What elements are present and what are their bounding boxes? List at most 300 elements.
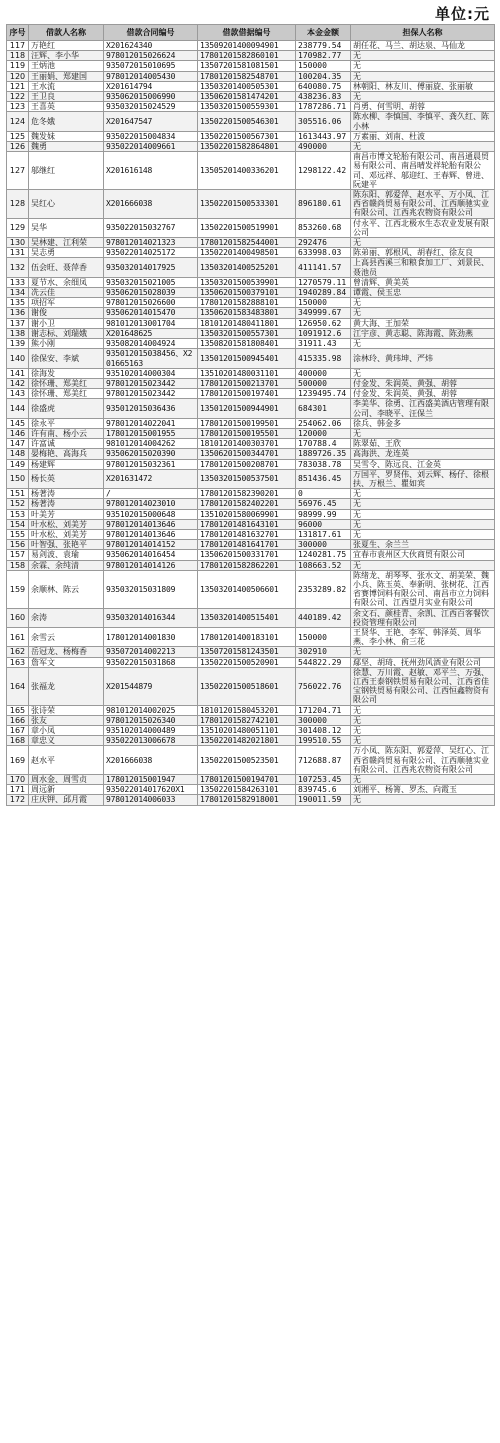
cell-borrower: 杨长英 (29, 469, 104, 488)
cell-principal: 438236.83 (296, 92, 351, 102)
cell-guarantor: 无 (351, 51, 495, 61)
cell-receipt-no: 13502201500523501 (198, 746, 296, 775)
cell-row-no: 145 (7, 418, 29, 428)
cell-principal: 301408.12 (296, 726, 351, 736)
cell-contract-no: X201666038 (104, 190, 198, 219)
cell-principal: 500000 (296, 378, 351, 388)
cell-principal: 100204.35 (296, 71, 351, 81)
cell-guarantor: 胡任花、马兰、胡达泉、马仙龙 (351, 41, 495, 51)
cell-principal: 170788.4 (296, 439, 351, 449)
cell-receipt-no: 13503201500539901 (198, 277, 296, 287)
cell-row-no: 163 (7, 657, 29, 667)
cell-row-no: 167 (7, 726, 29, 736)
cell-borrower: 叶水松、刘美芳 (29, 519, 104, 529)
table-row (7, 775, 495, 785)
cell-row-no: 157 (7, 550, 29, 560)
cell-guarantor: 无 (351, 529, 495, 539)
cell-contract-no: 935032015024529 (104, 102, 198, 112)
cell-receipt-no: 17801201582918001 (198, 795, 296, 805)
table-row (7, 308, 495, 318)
table-row (7, 705, 495, 715)
cell-receipt-no: 17801201582888101 (198, 298, 296, 308)
cell-contract-no: X201666038 (104, 746, 198, 775)
cell-receipt-no: 13502201500518601 (198, 667, 296, 705)
table-row (7, 428, 495, 438)
cell-row-no: 140 (7, 349, 29, 368)
cell-row-no: 153 (7, 509, 29, 519)
cell-borrower: 张诗荣 (29, 705, 104, 715)
cell-guarantor: 无 (351, 775, 495, 785)
cell-contract-no: 981012014004262 (104, 439, 198, 449)
cell-contract-no: 978012015032361 (104, 459, 198, 469)
cell-principal: 1240281.75 (296, 550, 351, 560)
cell-row-no: 169 (7, 746, 29, 775)
cell-receipt-no: 13510201480051101 (198, 726, 296, 736)
cell-borrower: 谢俊 (29, 308, 104, 318)
cell-principal: 1787286.71 (296, 102, 351, 112)
cell-contract-no: 935022014017620X1 (104, 785, 198, 795)
cell-guarantor: 付金发、朱润英、黄强、胡蓉 (351, 389, 495, 399)
cell-principal: 305516.06 (296, 112, 351, 131)
cell-principal: 292476 (296, 238, 351, 248)
cell-row-no: 151 (7, 489, 29, 499)
cell-row-no: 118 (7, 51, 29, 61)
table-row (7, 112, 495, 131)
cell-principal: 0 (296, 489, 351, 499)
cell-row-no: 138 (7, 328, 29, 338)
cell-borrower: 周远新 (29, 785, 104, 795)
cell-guarantor: 付永平、江西北极水生态农业发展有限公司 (351, 218, 495, 237)
cell-row-no: 156 (7, 540, 29, 550)
cell-row-no: 172 (7, 795, 29, 805)
cell-row-no: 159 (7, 570, 29, 608)
cell-principal: 302910 (296, 647, 351, 657)
cell-receipt-no: 18101201480411801 (198, 318, 296, 328)
table-row (7, 248, 495, 258)
cell-guarantor: 王贤华、王艳、李军、韩泽英、周华燕、李小林、俞三花 (351, 627, 495, 646)
cell-receipt-no: 17801201582402201 (198, 499, 296, 509)
table-row (7, 439, 495, 449)
table-row (7, 540, 495, 550)
cell-principal: 1298122.42 (296, 152, 351, 190)
cell-guarantor: 无 (351, 339, 495, 349)
table-row (7, 627, 495, 646)
cell-receipt-no: 17801201500195501 (198, 428, 296, 438)
table-row (7, 61, 495, 71)
cell-principal: 756022.76 (296, 667, 351, 705)
cell-receipt-no: 13506201500331701 (198, 550, 296, 560)
cell-borrower: 吴华 (29, 218, 104, 237)
cell-receipt-no: 13507201581243501 (198, 647, 296, 657)
cell-guarantor: 无 (351, 308, 495, 318)
table-row (7, 51, 495, 61)
cell-principal: 150000 (296, 61, 351, 71)
cell-contract-no: 935022014025172 (104, 248, 198, 258)
cell-principal: 254062.06 (296, 418, 351, 428)
cell-principal: 56976.45 (296, 499, 351, 509)
cell-row-no: 155 (7, 529, 29, 539)
cell-principal: 544822.29 (296, 657, 351, 667)
cell-row-no: 171 (7, 785, 29, 795)
cell-guarantor: 万小凤、陈东阳、郭爱萍、吴红心、江西省赣尚贸易有限公司、江西顺驰实业有限公司、江西兆农物资有限公司 (351, 746, 495, 775)
table-row (7, 667, 495, 705)
cell-borrower: 岳冠龙、杨梅香 (29, 647, 104, 657)
cell-principal: 171204.71 (296, 705, 351, 715)
cell-borrower: 吴红心 (29, 190, 104, 219)
table-row (7, 746, 495, 775)
cell-borrower: 王卫良 (29, 92, 104, 102)
cell-receipt-no: 17801201582390201 (198, 489, 296, 499)
cell-contract-no: 935102014000304 (104, 368, 198, 378)
cell-row-no: 129 (7, 218, 29, 237)
cell-contract-no: 178012015001947 (104, 775, 198, 785)
cell-receipt-no: 13505201400336201 (198, 152, 296, 190)
cell-row-no: 127 (7, 152, 29, 190)
table-row (7, 368, 495, 378)
cell-contract-no: 935022015004834 (104, 131, 198, 141)
table-row (7, 418, 495, 428)
cell-receipt-no: 13506201581474201 (198, 92, 296, 102)
cell-borrower: 许富诚 (29, 439, 104, 449)
cell-contract-no: 935022015031868 (104, 657, 198, 667)
cell-borrower: 王喜英 (29, 102, 104, 112)
cell-receipt-no: 17801201500197401 (198, 389, 296, 399)
cell-guarantor: 无 (351, 92, 495, 102)
header-borrower: 借款人名称 (29, 25, 104, 41)
cell-contract-no: 978012015023442 (104, 389, 198, 399)
cell-principal: 300000 (296, 540, 351, 550)
cell-contract-no: 981012014002025 (104, 705, 198, 715)
cell-guarantor: 吴雪令、陈远良、江金英 (351, 459, 495, 469)
table-row (7, 459, 495, 469)
cell-principal: 400000 (296, 368, 351, 378)
cell-borrower: 叶智强、张艳平 (29, 540, 104, 550)
cell-borrower: 夏节水、余细凤 (29, 277, 104, 287)
cell-guarantor: 无 (351, 705, 495, 715)
cell-receipt-no: 13502201500546301 (198, 112, 296, 131)
cell-contract-no: 978012015023442 (104, 378, 198, 388)
cell-borrower: 章忠义 (29, 736, 104, 746)
table-row (7, 152, 495, 190)
cell-guarantor: 张夏生、余兰兰 (351, 540, 495, 550)
cell-guarantor: 黄大海、王加荣 (351, 318, 495, 328)
cell-guarantor: 林朝阳、林友川、傅丽旋、张丽敏 (351, 81, 495, 91)
cell-borrower: 谢小卫 (29, 318, 104, 328)
table-row (7, 469, 495, 488)
table-row (7, 489, 495, 499)
table-row (7, 550, 495, 560)
header-no: 序号 (7, 25, 29, 41)
cell-row-no: 126 (7, 142, 29, 152)
cell-borrower: 章小凤 (29, 726, 104, 736)
cell-receipt-no: 17801201582862201 (198, 560, 296, 570)
cell-principal: 238779.54 (296, 41, 351, 51)
cell-principal: 411141.57 (296, 258, 351, 277)
cell-contract-no: 978012014022041 (104, 418, 198, 428)
header-receipt-no: 借款借据编号 (198, 25, 296, 41)
cell-borrower: 徐盛虎 (29, 399, 104, 418)
cell-contract-no: 178012015001955 (104, 428, 198, 438)
cell-row-no: 147 (7, 439, 29, 449)
cell-row-no: 160 (7, 608, 29, 627)
table-row (7, 349, 495, 368)
table-row (7, 328, 495, 338)
table-row (7, 71, 495, 81)
cell-receipt-no: 17801201481643101 (198, 519, 296, 529)
cell-receipt-no: 13502201482021801 (198, 736, 296, 746)
cell-guarantor: 上高县西溪三和粮食加工厂、刘景民、聂池员 (351, 258, 495, 277)
cell-receipt-no: 17801201481632701 (198, 529, 296, 539)
table-row (7, 399, 495, 418)
cell-principal: 300000 (296, 715, 351, 725)
cell-guarantor: 无 (351, 509, 495, 519)
cell-contract-no: 935102015000648 (104, 509, 198, 519)
cell-principal: 1889726.35 (296, 449, 351, 459)
cell-guarantor: 无 (351, 726, 495, 736)
cell-row-no: 165 (7, 705, 29, 715)
cell-borrower: 张友 (29, 715, 104, 725)
cell-contract-no: X201614794 (104, 81, 198, 91)
cell-guarantor: 陈翠茹、王欣 (351, 439, 495, 449)
cell-principal: 633998.03 (296, 248, 351, 258)
cell-guarantor: 万素丽、刘南、杜波 (351, 131, 495, 141)
cell-receipt-no: 13508201581808401 (198, 339, 296, 349)
cell-contract-no: 935012015038456、X201665163 (104, 349, 198, 368)
cell-principal: 150000 (296, 627, 351, 646)
cell-receipt-no: 13503201400525201 (198, 258, 296, 277)
cell-row-no: 161 (7, 627, 29, 646)
cell-receipt-no: 13503201500559301 (198, 102, 296, 112)
cell-borrower: 余雪云 (29, 627, 104, 646)
cell-guarantor: 江宇彦、黄志聪、陈海霞、陈劲燕 (351, 328, 495, 338)
cell-contract-no: 978012014006033 (104, 795, 198, 805)
cell-contract-no: X201631472 (104, 469, 198, 488)
cell-receipt-no: 13503201400515401 (198, 608, 296, 627)
cell-principal: 98999.99 (296, 509, 351, 519)
cell-receipt-no: 13502201584263101 (198, 785, 296, 795)
cell-contract-no: 935062014015470 (104, 308, 198, 318)
cell-principal: 190011.59 (296, 795, 351, 805)
cell-guarantor: 无 (351, 489, 495, 499)
table-row (7, 560, 495, 570)
table-row (7, 449, 495, 459)
table-row (7, 657, 495, 667)
cell-guarantor: 谭霞、侯玉忠 (351, 288, 495, 298)
cell-receipt-no: 17801201582860101 (198, 51, 296, 61)
cell-principal: 108663.52 (296, 560, 351, 570)
cell-row-no: 170 (7, 775, 29, 785)
cell-borrower: 詹军文 (29, 657, 104, 667)
cell-receipt-no: 17801201582544001 (198, 238, 296, 248)
cell-borrower: 伍会旺、聂萍香 (29, 258, 104, 277)
cell-receipt-no: 13502201500533301 (198, 190, 296, 219)
cell-borrower: 汪辉、李小华 (29, 51, 104, 61)
cell-principal: 150000 (296, 298, 351, 308)
cell-row-no: 142 (7, 378, 29, 388)
cell-principal: 120000 (296, 428, 351, 438)
cell-row-no: 130 (7, 238, 29, 248)
cell-row-no: 128 (7, 190, 29, 219)
cell-borrower: 余霖、余纯清 (29, 560, 104, 570)
cell-row-no: 144 (7, 399, 29, 418)
header-principal: 本金金额 (296, 25, 351, 41)
cell-borrower: 邬继红 (29, 152, 104, 190)
cell-receipt-no: 17801201400183101 (198, 627, 296, 646)
header-contract-no: 借款合同编号 (104, 25, 198, 41)
cell-guarantor: 无 (351, 368, 495, 378)
cell-contract-no: 978012015026624 (104, 51, 198, 61)
cell-receipt-no: 17801201582548701 (198, 71, 296, 81)
cell-principal: 684301 (296, 399, 351, 418)
cell-guarantor: 无 (351, 499, 495, 509)
cell-principal: 896180.61 (296, 190, 351, 219)
table-row (7, 218, 495, 237)
table-row (7, 298, 495, 308)
cell-borrower: 杨著涛 (29, 499, 104, 509)
cell-contract-no: 935032014016344 (104, 608, 198, 627)
cell-row-no: 139 (7, 339, 29, 349)
table-row (7, 726, 495, 736)
table-row (7, 389, 495, 399)
cell-row-no: 123 (7, 102, 29, 112)
cell-contract-no: 978012014005430 (104, 71, 198, 81)
cell-guarantor: 无 (351, 647, 495, 657)
cell-row-no: 146 (7, 428, 29, 438)
cell-row-no: 134 (7, 288, 29, 298)
cell-row-no: 168 (7, 736, 29, 746)
cell-borrower: 余涛 (29, 608, 104, 627)
table-row (7, 142, 495, 152)
cell-row-no: 164 (7, 667, 29, 705)
cell-contract-no: 935062015028039 (104, 288, 198, 298)
cell-principal: 440189.42 (296, 608, 351, 627)
cell-borrower: 王炳池 (29, 61, 104, 71)
cell-borrower: 叶美芳 (29, 509, 104, 519)
cell-row-no: 162 (7, 647, 29, 657)
cell-row-no: 136 (7, 308, 29, 318)
cell-row-no: 124 (7, 112, 29, 131)
cell-guarantor: 付金发、朱润英、黄强、胡蓉 (351, 378, 495, 388)
cell-contract-no: 978012014023010 (104, 499, 198, 509)
cell-receipt-no: 17801201500213701 (198, 378, 296, 388)
cell-borrower: 余顺林、陈云 (29, 570, 104, 608)
cell-principal: 31911.43 (296, 339, 351, 349)
cell-receipt-no: 13502201582864801 (198, 142, 296, 152)
cell-borrower: 许有南、杨小云 (29, 428, 104, 438)
cell-borrower: 徐永平 (29, 418, 104, 428)
table-row (7, 715, 495, 725)
cell-receipt-no: 13502201400498501 (198, 248, 296, 258)
table-row (7, 81, 495, 91)
cell-guarantor: 无 (351, 519, 495, 529)
cell-row-no: 132 (7, 258, 29, 277)
table-row (7, 131, 495, 141)
cell-borrower: 谢志标、刘瑞娥 (29, 328, 104, 338)
cell-borrower: 吴林建、江利荣 (29, 238, 104, 248)
cell-row-no: 131 (7, 248, 29, 258)
cell-receipt-no: 13506201500379101 (198, 288, 296, 298)
cell-borrower: 赵水平 (29, 746, 104, 775)
cell-guarantor: 陈水柳、李慎国、李慎平、龚久红、陈小林 (351, 112, 495, 131)
cell-borrower: 杨著涛 (29, 489, 104, 499)
table-row (7, 647, 495, 657)
cell-guarantor: 无 (351, 736, 495, 746)
cell-contract-no: 178012014001830 (104, 627, 198, 646)
cell-principal: 1270579.11 (296, 277, 351, 287)
cell-guarantor: 无 (351, 560, 495, 570)
cell-contract-no: X201544879 (104, 667, 198, 705)
cell-guarantor: 李美华、徐勇、江西盛美酒店管理有限公司、李晓平、汪保兰 (351, 399, 495, 418)
cell-guarantor: 徐慧、万川霞、赵敏、邓平兰、万强、江西王泰钢铁贸易有限公司、江西省佳宝钢铁贸易有限公司、江西恒鑫物资有限公司 (351, 667, 495, 705)
cell-guarantor: 无 (351, 238, 495, 248)
cell-principal: 1613443.97 (296, 131, 351, 141)
table-row (7, 608, 495, 627)
cell-borrower: 庄庆钾、邱月霞 (29, 795, 104, 805)
cell-guarantor: 无 (351, 142, 495, 152)
cell-receipt-no: 13502201500519901 (198, 218, 296, 237)
loan-table (6, 24, 495, 806)
cell-guarantor: 无 (351, 298, 495, 308)
cell-contract-no: 935032015021005 (104, 277, 198, 287)
cell-borrower: 魏发妹 (29, 131, 104, 141)
cell-contract-no: 935062014016454 (104, 550, 198, 560)
cell-receipt-no: 13501201500945401 (198, 349, 296, 368)
table-row (7, 795, 495, 805)
cell-receipt-no: 13503201400506601 (198, 570, 296, 608)
cell-receipt-no: 17801201500208701 (198, 459, 296, 469)
cell-row-no: 135 (7, 298, 29, 308)
cell-principal: 349999.67 (296, 308, 351, 318)
cell-guarantor: 无 (351, 428, 495, 438)
cell-contract-no: 978012014014152 (104, 540, 198, 550)
cell-row-no: 122 (7, 92, 29, 102)
header-guarantor: 担保人名称 (351, 25, 495, 41)
cell-borrower: 冼云佳 (29, 288, 104, 298)
cell-guarantor: 涂林玲、黄玮坤、严炜 (351, 349, 495, 368)
cell-principal: 853260.68 (296, 218, 351, 237)
cell-principal: 851436.45 (296, 469, 351, 488)
cell-borrower: 杨建辉 (29, 459, 104, 469)
cell-guarantor: 陈绪龙、胡琴琴、张水文、胡美荣、魏小兵、陈玉英、奉新明、张树花、江西省赛博饲料有限公司、南昌市立力饲料有限公司、江西望月实业有限公司 (351, 570, 495, 608)
cell-row-no: 137 (7, 318, 29, 328)
cell-receipt-no: 13509201400094901 (198, 41, 296, 51)
cell-receipt-no: 17801201481641701 (198, 540, 296, 550)
cell-guarantor: 曾清辉、黄美英 (351, 277, 495, 287)
cell-row-no: 119 (7, 61, 29, 71)
table-row (7, 499, 495, 509)
cell-receipt-no: 17801201500194701 (198, 775, 296, 785)
cell-receipt-no: 13503201500537501 (198, 469, 296, 488)
cell-contract-no: 978012015026340 (104, 715, 198, 725)
table-row (7, 288, 495, 298)
table-row (7, 736, 495, 746)
cell-principal: 131817.61 (296, 529, 351, 539)
cell-contract-no: 935032015031809 (104, 570, 198, 608)
cell-principal: 490000 (296, 142, 351, 152)
cell-contract-no: 935062015020390 (104, 449, 198, 459)
table-row (7, 41, 495, 51)
cell-principal: 1239495.74 (296, 389, 351, 399)
cell-guarantor: 南昌市博文轮胎有限公司、南昌通晨贸易有限公司、南昌晴发祥轮胎有限公司、邓远祥、邬迎红、王春辉、曾进、阮建平 (351, 152, 495, 190)
table-row (7, 238, 495, 248)
cell-contract-no: 978012015026600 (104, 298, 198, 308)
cell-row-no: 148 (7, 449, 29, 459)
cell-row-no: 125 (7, 131, 29, 141)
cell-row-no: 158 (7, 560, 29, 570)
cell-row-no: 121 (7, 81, 29, 91)
cell-receipt-no: 13501201500944901 (198, 399, 296, 418)
cell-receipt-no: 13502201500520901 (198, 657, 296, 667)
